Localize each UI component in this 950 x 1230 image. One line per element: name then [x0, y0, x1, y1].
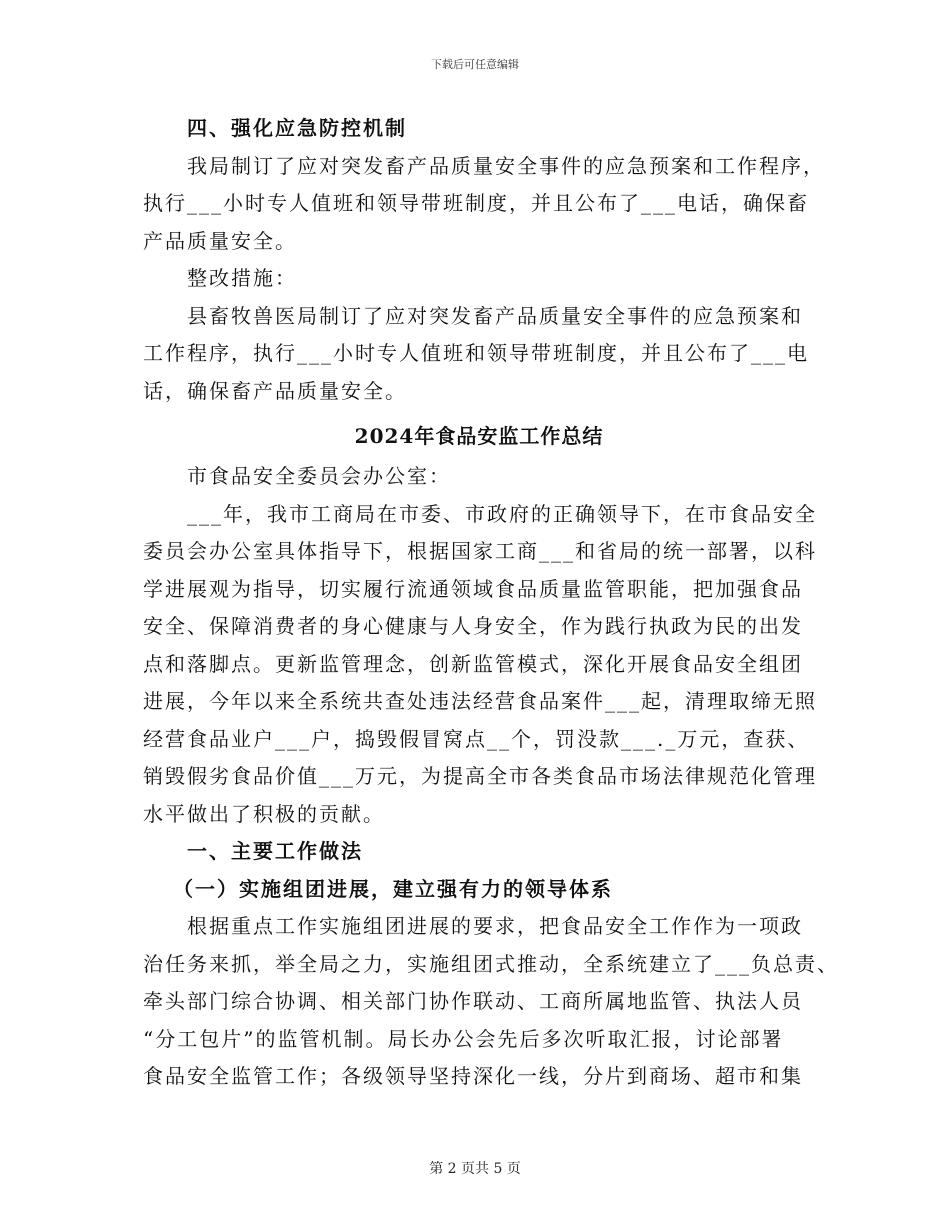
paragraph-line: 食品安全监管工作；各级领导坚持深化一线，分片到商场、超市和集 — [143, 1064, 803, 1088]
paragraph-line: 工作程序，执行___小时专人值班和领导带班制度，并且公布了___电 — [143, 341, 809, 365]
paragraph-line: 进展，今年以来全系统共查处违法经营食品案件___起，清理取缔无照 — [143, 689, 817, 713]
salutation: 市食品安全委员会办公室： — [187, 464, 451, 488]
document-body — [143, 110, 839, 1096]
paragraph-line: 县畜牧兽医局制订了应对突发畜产品质量安全事件的应急预案和 — [187, 303, 803, 328]
paragraph-line: 水平做出了积极的贡献。 — [143, 801, 385, 826]
paragraph-line: 话，确保畜产品质量安全。 — [143, 378, 407, 403]
paragraph-line: 牵头部门综合协调、相关部门协作联动、工商所属地监管、执法人员 — [143, 989, 803, 1013]
paragraph-line: 点和落脚点。更新监管理念，创新监管模式，深化开展食品安全组团 — [143, 651, 803, 676]
section-heading: 一、主要工作做法 — [187, 839, 363, 863]
paragraph-line: 我局制订了应对突发畜产品质量安全事件的应急预案和工作程序， — [187, 153, 825, 178]
measures-label: 整改措施： — [187, 266, 297, 290]
section-heading: 四、强化应急防控机制 — [187, 116, 407, 140]
page-number: 第 2 页共 5 页 — [429, 1161, 521, 1177]
paragraph-line: 委员会办公室具体指导下，根据国家工商___和省局的统一部署，以科 — [143, 539, 817, 563]
paragraph-line: 根据重点工作实施组团进展的要求，把食品安全工作作为一项政 — [187, 914, 803, 938]
paragraph-line: 执行___小时专人值班和领导带班制度，并且公布了___电话，确保畜 — [143, 191, 809, 215]
paragraph-line: 治任务来抓，举全局之力，实施组团式推动，全系统建立了___负总责、 — [143, 951, 839, 976]
paragraph-line: “分工包片”的监管机制。局长办公会先后多次听取汇报，讨论部署 — [143, 1026, 784, 1051]
paragraph-line: 产品质量安全。 — [143, 228, 297, 253]
paragraph-line: 经营食品业户___户，捣毁假冒窝点__个，罚没款___._万元，查获、 — [143, 726, 810, 751]
paragraph-line: 安全、保障消费者的身心健康与人身安全，作为践行执政为民的出发 — [143, 614, 803, 638]
page-header-note: 下载后可任意编辑 — [431, 58, 519, 71]
paragraph-line: 销毁假劣食品价值___万元，为提高全市各类食品市场法律规范化管理 — [143, 764, 817, 788]
document-title: 2024年食品安监工作总结 — [354, 424, 604, 448]
paragraph-line: 学进展观为指导，切实履行流通领域食品质量监管职能，把加强食品 — [143, 576, 803, 601]
subsection-heading: （一）实施组团进展，建立强有力的领导体系 — [173, 876, 613, 901]
paragraph-line: ___年，我市工商局在市委、市政府的正确领导下，在市食品安全 — [187, 501, 817, 526]
